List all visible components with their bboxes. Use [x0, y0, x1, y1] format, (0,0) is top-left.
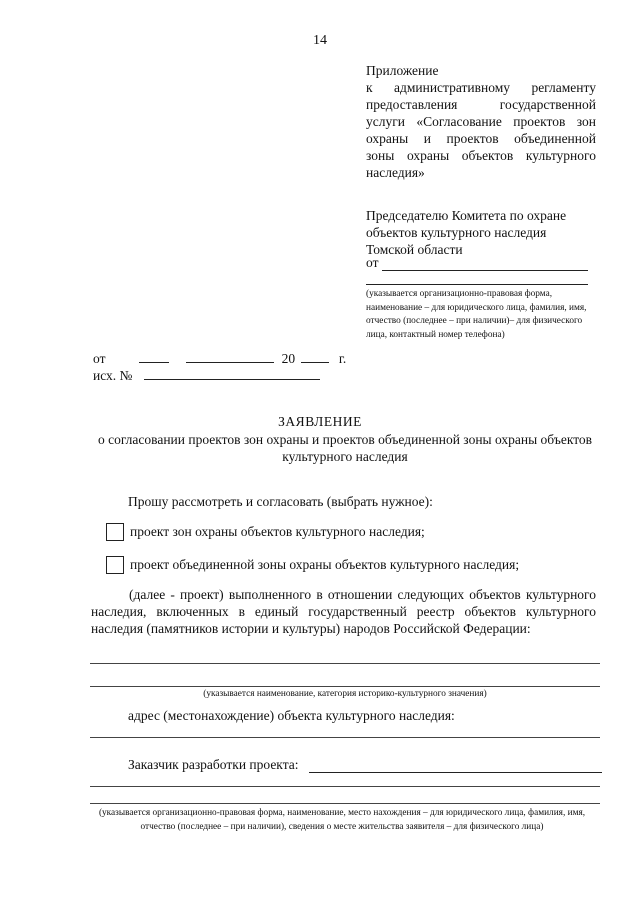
object-field-line-2[interactable]	[90, 686, 600, 687]
outgoing-number-label: исх. №	[93, 368, 133, 383]
option-label: проект зон охраны объектов культурного наследия;	[130, 524, 425, 539]
object-field-line-1[interactable]	[90, 663, 600, 664]
outgoing-number-field[interactable]	[144, 367, 320, 380]
address-label: адрес (местонахождение) объекта культурного наследия:	[128, 708, 455, 723]
applicant-name-field[interactable]	[382, 257, 588, 271]
addressee-line-2: объектов культурного наследия	[366, 225, 547, 240]
document-subtitle: о согласовании проектов зон охраны и проектов объединенной зоны охраны объектов культурного наследия	[97, 432, 593, 464]
applicant-name-field-2[interactable]	[366, 284, 588, 285]
appendix-line: охраны и проектов объединенной	[366, 131, 596, 146]
address-field-line[interactable]	[90, 737, 600, 738]
applicant-hint: (указывается организационно-правовая форма, наименование – для юридического лица, фамилия, имя, отчество (последнее – при наличии)– для физического лица, контактный номер телефона)	[366, 289, 587, 340]
customer-field-line-3[interactable]	[90, 803, 600, 804]
addressee-line-1: Председателю Комитета по охране	[366, 208, 567, 223]
customer-hint: (указывается организационно-правовая форма, наименование, место нахождения – для юридического лица, фамилия, имя, отчество (последнее – при наличии), сведения о месте жительства заявителя – для физического лица)	[98, 808, 586, 832]
option-protection-zones[interactable]	[106, 523, 425, 541]
appendix-line: наследия»	[366, 165, 425, 180]
year-suffix: г.	[338, 351, 347, 366]
appendix-line: зоны охраны объектов культурного	[366, 148, 596, 163]
object-hint: (указывается наименование, категория историко-культурного значения)	[203, 689, 487, 699]
month-field[interactable]	[186, 350, 274, 363]
page-number: 14	[313, 33, 327, 48]
appendix-header	[366, 62, 596, 181]
option-united-zone[interactable]	[106, 556, 519, 574]
customer-label: Заказчик разработки проекта:	[128, 757, 299, 772]
applicant-from-row	[366, 255, 588, 271]
outgoing-number-row	[93, 367, 320, 384]
appendix-line: Приложение	[366, 63, 439, 78]
customer-field-line-2[interactable]	[90, 786, 600, 787]
applicant-from-label: от	[366, 255, 379, 270]
year-field[interactable]	[301, 350, 329, 363]
day-field[interactable]	[139, 350, 169, 363]
option-label: проект объединенной зоны охраны объектов культурного наследия;	[130, 557, 520, 572]
addressee-line-3: Томской области	[366, 242, 463, 257]
option-checkbox[interactable]	[106, 556, 124, 574]
appendix-line: услуги «Согласование проектов зон	[366, 114, 596, 129]
appendix-line: предоставления государственной	[366, 97, 596, 112]
objects-paragraph: (далее - проект) выполненного в отношении следующих объектов культурного наследия, включенных в единый государственный реестр объектов культурного наследия (памятников истории и культуры) народов Российской Федерации:	[91, 587, 596, 636]
appendix-line: к административному регламенту	[366, 80, 596, 95]
option-checkbox[interactable]	[106, 523, 124, 541]
date-from-label: от	[93, 351, 106, 366]
year-prefix: 20	[281, 351, 296, 366]
addressee-block	[366, 207, 596, 258]
customer-row	[128, 757, 602, 773]
request-text: Прошу рассмотреть и согласовать (выбрать нужное):	[128, 494, 433, 509]
customer-field[interactable]	[309, 759, 603, 773]
date-row	[93, 350, 346, 367]
document-title: ЗАЯВЛЕНИЕ	[278, 414, 362, 429]
